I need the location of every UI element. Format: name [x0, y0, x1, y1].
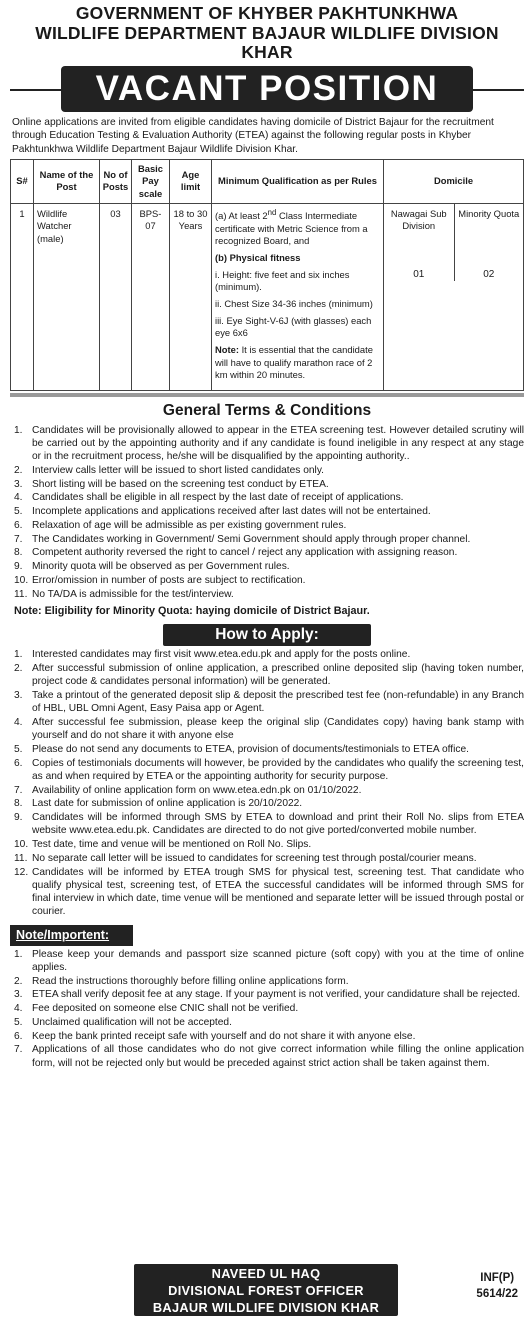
list-item [10, 975, 524, 988]
list-item [10, 560, 524, 573]
list-item [10, 784, 524, 797]
list-item-text: Competent authority reversed the right to cancel / reject any application with assigning reason. [32, 547, 458, 559]
list-item-number: 2. [14, 464, 23, 476]
list-item-text: Please keep your demands and passport size scanned picture (soft copy) with you at the time of online applies. [32, 948, 524, 973]
list-item [10, 1016, 524, 1029]
table-row [11, 203, 524, 390]
list-item-number: 1. [14, 424, 23, 436]
col-age-limit: Age limit [170, 160, 212, 204]
list-item-text: After successful submission of online application, a prescribed online deposited slip (having token number, project code & candidates personal information) will be generated. [32, 662, 524, 688]
list-item [10, 866, 524, 919]
qual-note: Note: It is essential that the candidate will have to qualify marathon race of 2 km within 20 minutes. [215, 344, 373, 381]
list-item [10, 491, 524, 504]
signatory-name: NAVEED UL HAQ [211, 1266, 321, 1281]
list-item [10, 519, 524, 532]
list-item [10, 689, 524, 716]
list-item-number: 7. [14, 784, 23, 796]
list-item [10, 1002, 524, 1015]
list-item-number: 6. [14, 757, 23, 769]
col-qualification: Minimum Qualification as per Rules [212, 160, 384, 204]
domicile-nawagai [384, 204, 454, 282]
list-item-number: 11. [14, 852, 28, 864]
list-item-text: Test date, time and venue will be mentioned on Roll No. Slips. [32, 839, 312, 851]
cell-pay-scale: BPS-07 [132, 203, 170, 390]
col-post-name: Name of the Post [34, 160, 100, 204]
cell-age-limit: 18 to 30 Years [170, 203, 212, 390]
list-item-number: 12. [14, 866, 29, 878]
terms-list [10, 424, 524, 601]
list-item-number: 5. [14, 743, 23, 755]
list-item-number: 11. [14, 588, 28, 600]
list-item-text: Unclaimed qualification will not be accepted. [32, 1016, 232, 1028]
list-item-text: After successful fee submission, please keep the original slip (Candidates copy) having bank stamp with yourself and do not share it with anyone else [32, 716, 524, 742]
banner-wrapper [10, 66, 524, 114]
list-item [10, 533, 524, 546]
note-important-heading: Note/Importent: [10, 925, 133, 946]
list-item-text: Minority quota will be observed as per Government rules. [32, 561, 290, 573]
list-item [10, 464, 524, 477]
domicile-nawagai-label: Nawagai Sub Division [390, 207, 447, 232]
list-item-number: 9. [14, 812, 23, 824]
list-item-number: 2. [14, 662, 23, 674]
header-government: GOVERNMENT OF KHYBER PAKHTUNKHWA [75, 3, 459, 23]
list-item [10, 588, 524, 601]
list-item-number: 5. [14, 1016, 23, 1028]
qual-b2: ii. Chest Size 34-36 inches (minimum) [215, 298, 373, 310]
terms-heading: General Terms & Conditions [162, 402, 372, 420]
qual-b1: i. Height: five feet and six inches (minimum). [215, 268, 350, 293]
list-item-text: Copies of testimonials documents will however, be provided by the candidates who qualify the screening test, as and when required by ETEA or the appointing authority for security purpose. [32, 757, 524, 782]
col-domicile: Domicile [384, 160, 524, 204]
list-item [10, 574, 524, 587]
list-item-text: Candidates will be informed through SMS by ETEA to download and print their Roll No. slips from ETEA website www.etea.edu.pk. Candidates are directed to do not give ported/converted mobile number. [32, 812, 524, 837]
signature-block [134, 1264, 398, 1316]
list-item-text: No separate call letter will be issued to candidates for screening test through postal/courier means. [32, 852, 477, 864]
how-to-apply-list [10, 648, 524, 919]
domicile-minority [454, 204, 524, 282]
col-sno: S# [11, 160, 34, 204]
list-item-number: 1. [14, 649, 23, 661]
inf-reference: INF(P) 5614/22 [476, 1272, 518, 1300]
list-item-text: Fee deposited on someone else CNIC shall not be verified. [32, 1003, 299, 1015]
list-item-number: 9. [14, 561, 23, 573]
list-item-text: Applications of all those candidates who do not give correct information while filling the online application form, will not be rejected only but would be preceded against strict action shall be taken against them. [32, 1044, 524, 1069]
signatory-office: BAJAUR WILDLIFE DIVISION KHAR [152, 1300, 380, 1315]
list-item-number: 4. [14, 492, 23, 504]
list-item-text: Last date for submission of online application is 20/10/2022. [32, 798, 303, 810]
list-item-number: 4. [14, 1003, 23, 1015]
cell-qualification [212, 203, 384, 390]
list-item-number: 7. [14, 533, 23, 545]
positions-table [10, 159, 524, 391]
vacant-position-banner: VACANT POSITION [61, 66, 473, 112]
list-item [10, 1030, 524, 1043]
list-item-text: Please do not send any documents to ETEA, provision of documents/testimonials to ETEA office. [32, 743, 469, 755]
list-item-number: 4. [14, 716, 23, 728]
col-pay-scale: Basic Pay scale [132, 160, 170, 204]
signatory-designation: DIVISIONAL FOREST OFFICER [168, 1283, 364, 1298]
list-item-text: Relaxation of age will be admissible as per existing government rules. [32, 519, 347, 531]
list-item [10, 948, 524, 975]
col-no-of-posts: No of Posts [100, 160, 132, 204]
table-header-row [11, 160, 524, 204]
list-item [10, 757, 524, 784]
list-item-text: ETEA shall verify deposit fee at any stage. If your payment is not verified, your candidature shall be rejected. [32, 989, 521, 1001]
list-item-number: 3. [14, 989, 23, 1001]
cell-sno: 1 [11, 203, 34, 390]
list-item-number: 10. [14, 839, 29, 851]
list-item-number: 5. [14, 506, 23, 518]
domicile-minority-value: 02 [483, 268, 495, 280]
list-item-number: 8. [14, 547, 23, 559]
how-to-apply-heading: How to Apply: [163, 624, 371, 646]
list-item [10, 811, 524, 838]
intro-paragraph: Online applications are invited from eligible candidates having domicile of District Bajaur for the recruitment through Education Testing & Evaluation Authority (ETEA) against the following regular posts in Khyber Pakhtunkhwa Wildlife Department Bajaur Wildlife Division Khar. [12, 116, 494, 155]
list-item-text: Error/omission in number of posts are subject to rectification. [32, 574, 306, 586]
list-item-text: Candidates will be provisionally allowed to appear in the ETEA screening test. However detailed scrutiny will be carried out by the appointing authority and if any candidate is found ineligible in any respect at any stage or in the recruitment process, he/she will be disqualified by the appointing authority.. [32, 424, 524, 463]
domicile-minority-label: Minority Quota [458, 207, 520, 219]
list-item [10, 988, 524, 1001]
footer [0, 1262, 532, 1318]
list-item-text: Candidates will be informed by ETEA trough SMS for physical test, screening test. That candidate who qualify physical test, screening test, of ETEA the successful candidates will be informed through SMS for final interview in which date, time venue will be mentioned and separate letter will be issued through postal or courier. [32, 866, 524, 918]
header-department: WILDLIFE DEPARTMENT BAJAUR WILDLIFE DIVISION KHAR [35, 22, 499, 63]
list-item [10, 838, 524, 851]
list-item-text: Keep the bank printed receipt safe with yourself and do not share it with anyone else. [32, 1030, 416, 1042]
qual-b: (b) Physical fitness [215, 251, 301, 263]
notes-list [10, 948, 524, 1070]
list-item [10, 505, 524, 518]
cell-post-name: Wildlife Watcher (male) [34, 203, 100, 390]
list-item-text: Short listing will be based on the screening test conduct by ETEA. [32, 478, 329, 490]
cell-domicile [384, 203, 524, 390]
list-item-number: 10. [14, 574, 29, 586]
list-item-text: Take a printout of the generated deposit slip & deposit the prescribed test fee (non-refundable) in any Branch of HBL, UBL Omni Agent, Easy Paisa app or Agent. [32, 689, 524, 715]
list-item-number: 3. [14, 689, 23, 701]
list-item [10, 424, 524, 464]
qual-a: (a) At least 2nd Class Intermediate certificate with Metric Science from a recognized Board, and [215, 207, 368, 247]
list-item-number: 2. [14, 975, 23, 987]
list-item-number: 8. [14, 798, 23, 810]
domicile-split [384, 204, 523, 282]
list-item-text: Interview calls letter will be issued to short listed candidates only. [32, 464, 324, 476]
list-item-number: 1. [14, 948, 23, 960]
section-divider [10, 393, 524, 397]
list-item [10, 662, 524, 689]
list-item [10, 478, 524, 491]
list-item-number: 6. [14, 519, 23, 531]
list-item [10, 648, 524, 661]
list-item [10, 852, 524, 865]
list-item [10, 797, 524, 810]
list-item-number: 6. [14, 1030, 23, 1042]
list-item-text: Incomplete applications and applications received after last dates will not be entertained. [32, 506, 431, 518]
list-item-number: 7. [14, 1044, 23, 1056]
cell-no-of-posts: 03 [100, 203, 132, 390]
list-item-text: Availability of online application form on www.etea.edn.pk on 01/10/2022. [32, 784, 362, 796]
list-item-text: No TA/DA is admissible for the test/interview. [32, 588, 234, 600]
list-item-text: The Candidates working in Government/ Semi Government should apply through proper channel. [32, 533, 471, 545]
qual-b3: iii. Eye Sight-V-6J (with glasses) each eye 6x6 [215, 314, 372, 339]
list-item [10, 1043, 524, 1070]
list-item-text: Interested candidates may first visit www.etea.edu.pk and apply for the posts online. [32, 649, 411, 661]
list-item [10, 546, 524, 559]
list-item-text: Read the instructions thoroughly before filling online applications form. [32, 975, 349, 987]
minority-quota-note: Note: Eligibility for Minority Quota: haying domicile of District Bajaur. [14, 604, 370, 617]
list-item-number: 3. [14, 478, 23, 490]
domicile-nawagai-value: 01 [413, 268, 425, 280]
list-item-text: Candidates shall be eligible in all respect by the last date of receipt of applications. [32, 492, 404, 504]
list-item [10, 716, 524, 743]
list-item [10, 743, 524, 756]
